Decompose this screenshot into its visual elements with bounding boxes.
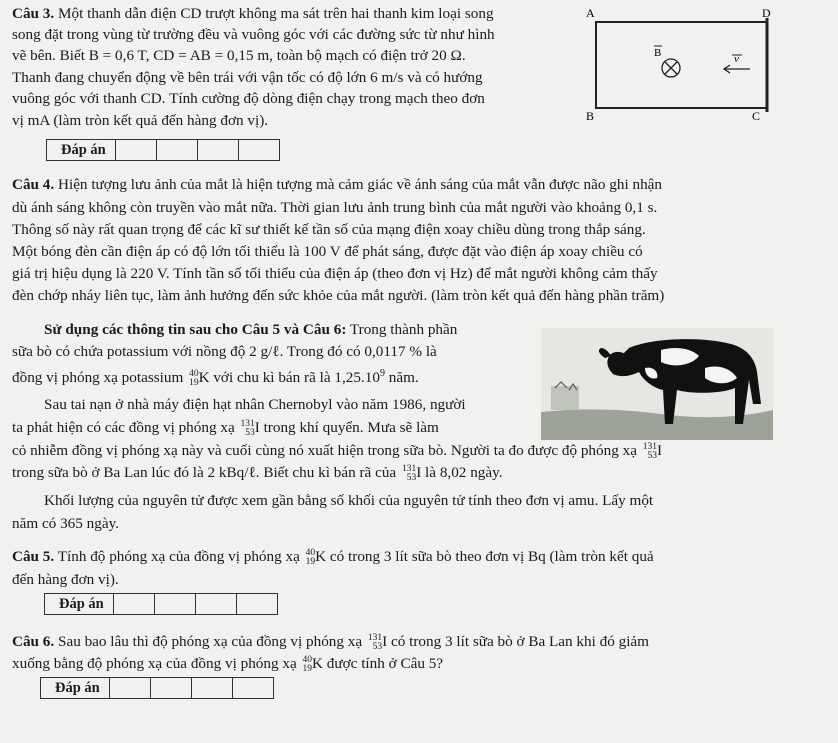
i-nuclide: 131 53 [367,632,383,652]
q4-line-5: giá trị hiệu dụng là 220 V. Tính tần số tối thiểu của điện áp (theo đơn vị Hz) để mắt người không cảm thấy [12,265,658,282]
question-number: Câu 5. [12,548,55,565]
label-c: C [752,109,761,123]
intro-line-2: sữa bò có chứa potassium với nồng độ 2 g/ℓ. Trong đó có 0,0117 % là [12,343,437,360]
answer-cell[interactable] [238,139,280,161]
q4-line-3: Thông số này rất quan trọng để các kĩ sư thiết kế tần số của mạng điện xoay chiều dùng trong thắp sáng. [12,221,646,238]
k-nuclide: 40 19 [189,368,199,388]
q6-answer-box [40,677,274,699]
intro-line-6: cỏ nhiễm đồng vị phóng xạ này và cuối cùng nó xuất hiện trong sữa bò. Người ta đo được độ phóng xạ 131 53 I [12,441,663,461]
q3-line-1: Câu 3. Một thanh dẫn điện CD trượt không ma sát trên hai thanh kim loại song [12,5,494,22]
answer-label: Đáp án [40,677,110,699]
cow-illustration [541,328,773,440]
k-nuclide: 40 19 [302,654,313,674]
i-nuclide: 131 53 [401,463,417,483]
rails-and-ab [596,22,767,108]
answer-cell[interactable] [156,139,198,161]
velocity-arrow-icon [724,65,750,73]
answer-cell[interactable] [232,677,274,699]
circuit-diagram [584,4,774,124]
i-nuclide: 131 53 [642,441,657,461]
k-nuclide: 40 19 [305,547,316,567]
answer-cell[interactable] [109,677,151,699]
q5-answer-box [44,593,278,615]
q3-line-2: song đặt trong vùng từ trường đều và vuông góc với các đường sức từ như hình [12,26,495,43]
intro-line-7: trong sữa bò ở Ba Lan lúc đó là 2 kBq/ℓ. Biết chu kì bán rã của 131 53 I là 8,02 ngày. [12,463,503,483]
question-number: Câu 4. [12,176,55,193]
label-a: A [586,6,595,20]
velocity-label: v [734,53,739,65]
answer-cell[interactable] [195,593,237,615]
answer-cell[interactable] [154,593,196,615]
question-number: Câu 3. [12,5,55,22]
answer-cell[interactable] [236,593,278,615]
answer-cell[interactable] [113,593,155,615]
answer-label: Đáp án [46,139,116,161]
q3-answer-box [46,139,280,161]
q5-line-2: đến hàng đơn vị). [12,571,119,588]
q3-line-4: Thanh đang chuyển động về bên trái với vận tốc có độ lớn 6 m/s và có hướng [12,69,483,86]
q3-line-3: vẽ bên. Biết B = 0,6 T, CD = AB = 0,15 m, toàn bộ mạch có điện trở 20 Ω. [12,47,466,64]
intro-line-4: Sau tai nạn ở nhà máy điện hạt nhân Chernobyl vào năm 1986, người [44,396,466,413]
q6-line-1: Câu 6. Sau bao lâu thì độ phóng xạ của đồng vị phóng xạ 131 53 I có trong 3 lít sữa bò ở Ba Lan khi đó giảm [12,632,649,652]
answer-label: Đáp án [44,593,114,615]
intro-line-9: năm có 365 ngày. [12,515,119,532]
field-into-page-icon [662,59,680,77]
label-b: B [586,109,595,123]
q3-line-6: vị mA (làm tròn kết quả đến hàng đơn vị). [12,112,269,129]
i-nuclide: 131 53 [240,418,255,438]
intro-line-1: Sử dụng các thông tin sau cho Câu 5 và Câu 6: Trong thành phần [44,321,458,338]
intro-line-8: Khối lượng của nguyên tử được xem gần bằng số khối của nguyên tử tính theo đơn vị amu. Lấy một [44,492,654,509]
q6-line-2: xuống bằng độ phóng xạ của đồng vị phóng xạ 40 19 K được tính ở Câu 5? [12,654,444,674]
q4-line-1: Câu 4. Hiện tượng lưu ảnh của mắt là hiện tượng mà cảm giác về ánh sáng của mắt vẫn được não ghi nhận [12,176,663,193]
answer-cell[interactable] [115,139,157,161]
q4-line-4: Một bóng đèn cần điện áp có độ lớn tối thiểu là 100 V để phát sáng, được đặt vào điện áp xoay chiều có [12,243,643,260]
q3-line-5: vuông góc với thanh CD. Tính cường độ dòng điện chạy trong mạch theo đơn [12,90,485,107]
answer-cell[interactable] [150,677,192,699]
intro-line-5: ta phát hiện có các đồng vị phóng xạ 131 53 I trong khí quyển. Mưa sẽ làm [12,418,439,438]
q5-line-1: Câu 5. Tính độ phóng xạ của đồng vị phóng xạ 40 19 K có trong 3 lít sữa bò theo đơn vị Bq (làm tròn kết quả [12,547,654,567]
question-number: Câu 6. [12,633,55,650]
answer-cell[interactable] [197,139,239,161]
intro-line-3: đồng vị phóng xạ potassium 40 19 K với chu kì bán rã là 1,25.10$^9$ năm. [12,368,419,388]
q4-line-6: đèn chớp nháy liên tục, làm ảnh hưởng đến sức khỏe của mắt người. (làm tròn kết quả đến hàng phần trăm) [12,287,665,304]
q4-line-2: dù ánh sáng không còn truyền vào mắt nữa. Thời gian lưu ảnh trung bình của mắt người vào khoảng 0,1 s. [12,199,658,216]
field-label: B [654,47,662,59]
answer-cell[interactable] [191,677,233,699]
label-d: D [762,6,771,20]
